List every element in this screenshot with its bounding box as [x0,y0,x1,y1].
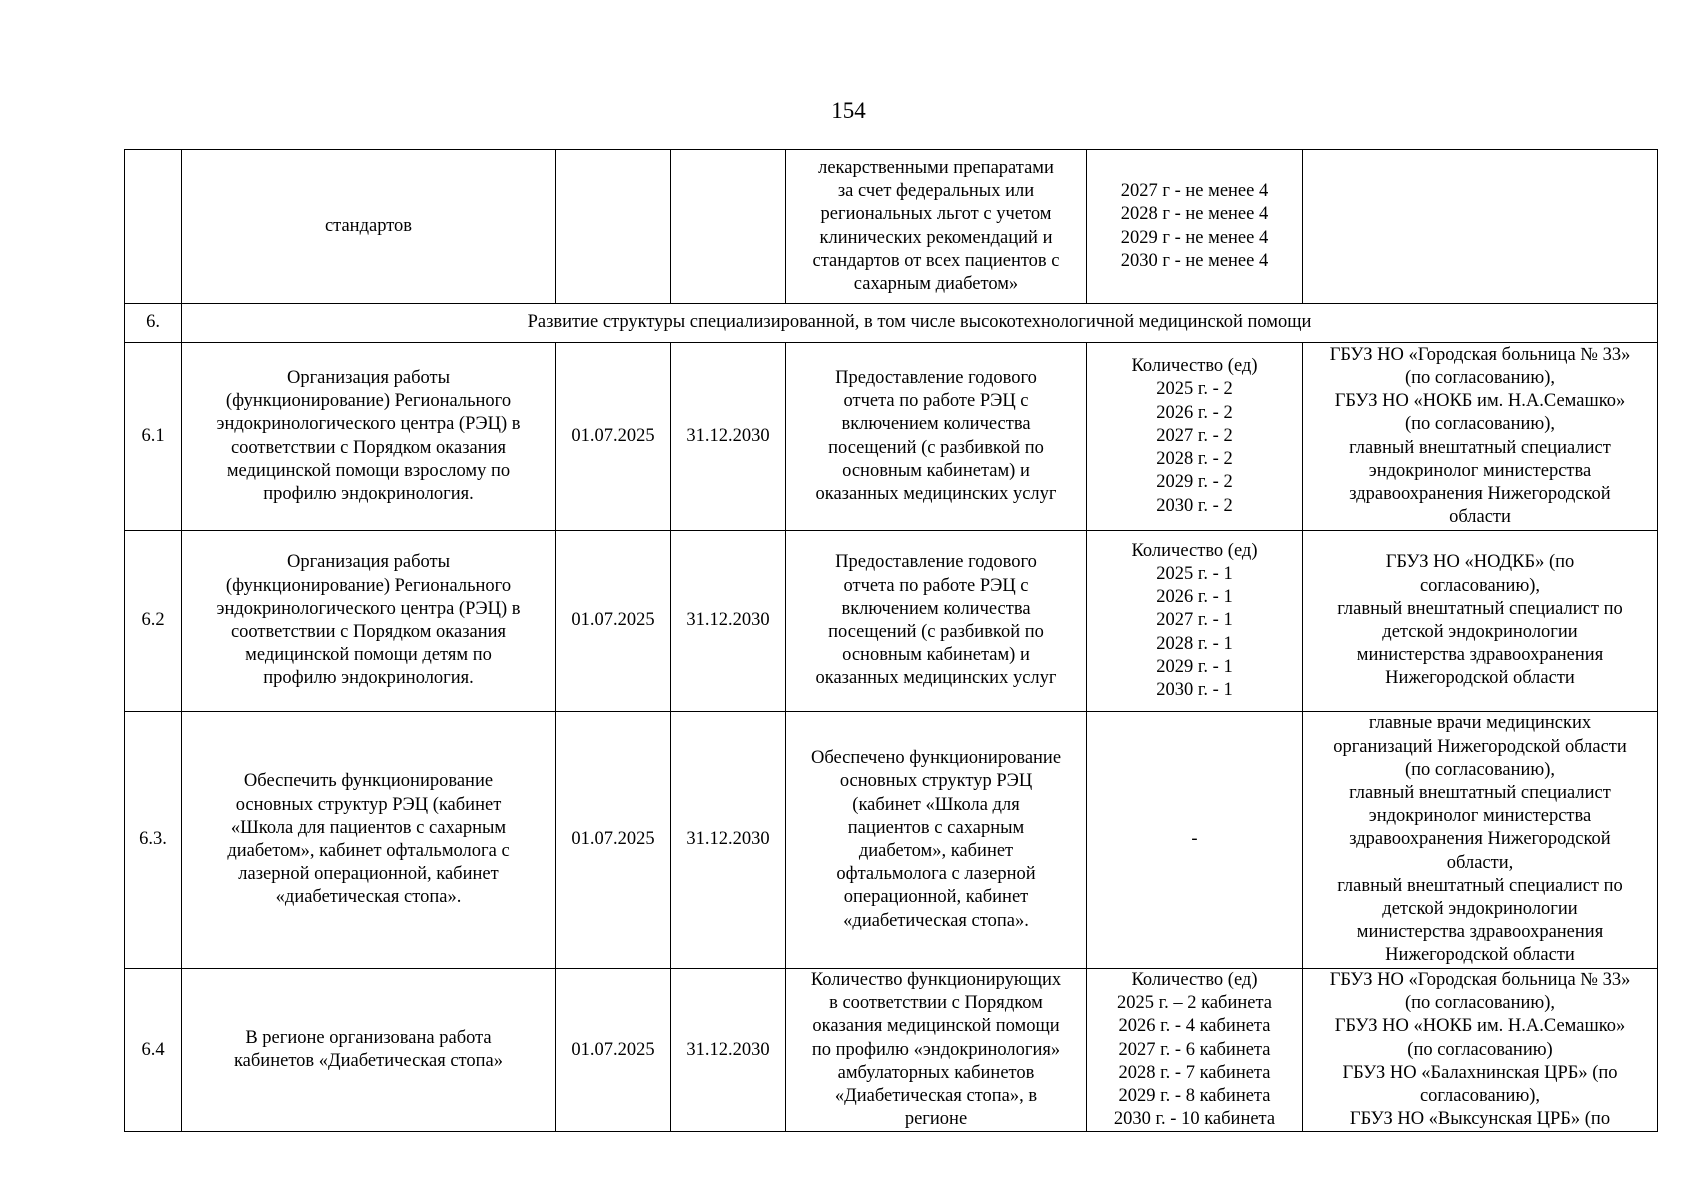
cell-end: 31.12.2030 [671,712,786,969]
text-line: включением количества [841,414,1031,435]
cell-start: 01.07.2025 [556,712,671,969]
section-title: Развитие структуры специализированной, в том числе высокотехнологичной медицинской помощи [182,304,1658,343]
section-row [125,304,1658,343]
text-line: главный внештатный специалист по [1337,598,1623,619]
text-line: профилю эндокринология. [263,668,474,689]
text-line: Количество (ед) [1131,540,1258,561]
text-line: Количество (ед) [1131,356,1258,377]
cell-start: 01.07.2025 [556,531,671,712]
text-line: 2026 г. - 2 [1156,402,1233,423]
cell-number: 6.4 [125,969,182,1132]
text-line: регионе [904,1109,968,1130]
text-line: 2030 г. - 10 кабинета [1113,1109,1276,1130]
text-line: Обеспечено функционирование [810,748,1062,769]
text-line: 2028 г - не менее 4 [1120,204,1269,225]
text-line: диабетом», кабинет [858,841,1014,861]
text-line: здравоохранения Нижегородской [1349,483,1611,504]
text-line: области, [1446,852,1514,873]
text-line: пациентов с сахарным [847,817,1025,838]
text-line: 2030 г. - 1 [1156,680,1233,700]
cell-responsible [1303,969,1658,1132]
text-line: основным кабинетам) и [842,645,1030,666]
text-line: соответствии с Порядком оказания [230,622,507,642]
text-line: детской эндокринологии [1382,622,1578,642]
cell-name [182,150,556,304]
cell-responsible [1303,343,1658,531]
cell-result [786,343,1087,531]
cell-name [182,712,556,969]
text-line: ГБУЗ НО «НОКБ им. Н.А.Семашко» [1334,1016,1626,1037]
text-line: эндокринологического центра (РЭЦ) в [216,598,521,619]
text-line: отчета по работе РЭЦ с [843,575,1029,596]
text-line: (кабинет «Школа для [852,794,1020,815]
text-line: «диабетическая стопа». [275,887,462,908]
text-line: медицинской помощи детям по [245,645,492,666]
cell-indicator [1087,531,1303,712]
text-line: главный внештатный специалист [1349,437,1611,458]
text-line: «Диабетическая стопа», в [834,1086,1038,1107]
text-line: диабетом», кабинет офтальмолога с [227,841,510,861]
cell-responsible [1303,150,1658,304]
text-line: Количество (ед) [1131,970,1258,990]
text-line: (по согласованию), [1404,414,1556,435]
text-line: амбулаторных кабинетов [837,1062,1035,1083]
text-line: посещений (с разбивкой по [828,622,1044,642]
cell-indicator [1087,150,1303,304]
text-line: (по согласованию), [1404,367,1556,388]
text-line: ГБУЗ НО «Балахнинская ЦРБ» (по [1342,1062,1618,1083]
text-line: Обеспечить функционирование [243,771,494,792]
text-line: стандартов от всех пациентов с [812,250,1060,271]
text-line: ГБУЗ НО «НОКБ им. Н.А.Семашко» [1334,391,1626,412]
text-line: медицинской помощи взрослому по [226,460,511,481]
text-line: 2029 г. - 2 [1156,472,1233,493]
page-number: 154 [831,98,866,123]
text-line: стандартов [324,215,413,236]
text-line: 2030 г. - 2 [1156,495,1233,516]
text-line: операционной, кабинет [843,887,1029,908]
text-line: офтальмолога с лазерной [836,864,1036,885]
text-line: согласованию), [1419,575,1541,596]
text-line: в соответствии с Порядком [829,993,1043,1014]
text-line: главный внештатный специалист по [1337,875,1623,896]
cell-number: 6.2 [125,531,182,712]
cell-indicator [1087,969,1303,1132]
text-line: Предоставление годового [835,367,1037,388]
text-line: Количество функционирующих [810,970,1062,990]
text-line: лазерной операционной, кабинет [238,864,499,885]
table-row [125,712,1658,969]
text-line: оказанных медицинских услуг [815,668,1057,689]
cell-start: 01.07.2025 [556,969,671,1132]
cell-start [556,150,671,304]
cell-name [182,343,556,531]
text-line: Нижегородской области [1385,945,1575,966]
text-line: (по согласованию) [1407,1039,1553,1060]
text-line: 2027 г - не менее 4 [1120,181,1269,202]
text-line: кабинетов «Диабетическая стопа» [233,1051,504,1072]
text-line: сахарным диабетом» [853,273,1019,294]
text-line: 2027 г. - 6 кабинета [1118,1039,1271,1060]
text-line: оказанных медицинских услуг [815,483,1057,504]
text-line: здравоохранения Нижегородской [1349,829,1611,850]
text-line: эндокринолог министерства [1368,460,1592,481]
text-line: 2025 г. - 1 [1156,563,1233,584]
text-line: министерства здравоохранения [1356,922,1604,943]
text-line: 2029 г - не менее 4 [1120,227,1269,248]
text-line: 2028 г. - 1 [1156,633,1233,654]
text-line: по профилю «эндокринология» [811,1039,1061,1060]
cell-result [786,712,1087,969]
text-line: согласованию), [1419,1086,1541,1107]
text-line: (функционирование) Регионального [225,575,512,596]
cell-indicator [1087,343,1303,531]
table-row [125,969,1658,1132]
text-line: основных структур РЭЦ (кабинет [235,794,502,815]
text-line: региональных льгот с учетом [820,204,1052,225]
section-number: 6. [125,304,182,343]
text-line: лекарственными препаратами [818,157,1054,178]
text-line: области [1449,507,1511,528]
table-row [125,531,1658,712]
cell-end: 31.12.2030 [671,969,786,1132]
text-line: главные врачи медицинских [1368,713,1592,734]
text-line: включением количества [841,598,1031,619]
plan-table [124,149,1658,1132]
text-line: соответствии с Порядком оказания [230,437,507,458]
text-line: клинических рекомендаций и [819,227,1053,248]
cell-name [182,531,556,712]
text-line: ГБУЗ НО «Выксунская ЦРБ» (по [1349,1109,1611,1130]
text-line: оказания медицинской помощи [812,1016,1060,1037]
text-line: Предоставление годового [835,552,1037,573]
text-line: организаций Нижегородской области [1333,736,1627,757]
text-line: детской эндокринологии [1382,899,1578,919]
cell-end [671,150,786,304]
text-line: профилю эндокринология. [263,483,474,504]
text-line: «Школа для пациентов с сахарным [230,817,507,838]
text-line: 2026 г. - 4 кабинета [1118,1016,1271,1037]
text-line: министерства здравоохранения [1356,645,1604,666]
text-line: 2028 г. - 2 [1156,449,1233,470]
cell-end: 31.12.2030 [671,531,786,712]
cell-end: 31.12.2030 [671,343,786,531]
text-line: 2027 г. - 1 [1156,610,1233,631]
table-row [125,343,1658,531]
text-line: 2027 г. - 2 [1156,425,1233,446]
table-row-continuation [125,150,1658,304]
text-line: Организация работы [286,552,451,573]
text-line: «диабетическая стопа». [843,910,1029,931]
cell-number: 6.1 [125,343,182,531]
text-line: (функционирование) Регионального [225,391,512,412]
text-line: В регионе организована работа [245,1028,492,1048]
text-line: 2029 г. - 1 [1156,656,1233,677]
text-line: посещений (с разбивкой по [828,437,1044,458]
cell-result [786,150,1087,304]
text-line: - [1191,829,1198,850]
text-line: Нижегородской области [1385,668,1575,689]
text-line: главный внештатный специалист [1349,782,1611,803]
text-line: ГБУЗ НО «Городская больница № 33» [1329,344,1631,365]
text-line: Организация работы [286,367,451,388]
text-line: отчета по работе РЭЦ с [843,391,1029,412]
text-line: основных структур РЭЦ [839,771,1033,792]
cell-name [182,969,556,1132]
cell-result [786,531,1087,712]
text-line: (по согласованию), [1404,993,1556,1014]
text-line: 2025 г. - 2 [1156,379,1233,400]
text-line: 2028 г. - 7 кабинета [1118,1062,1271,1083]
text-line: эндокринологического центра (РЭЦ) в [216,414,521,435]
cell-responsible [1303,712,1658,969]
text-line: 2026 г. - 1 [1156,587,1233,608]
cell-number: 6.3. [125,712,182,969]
cell-number [125,150,182,304]
text-line: за счет федеральных или [837,181,1035,202]
text-line: эндокринолог министерства [1368,806,1592,827]
cell-responsible [1303,531,1658,712]
cell-start: 01.07.2025 [556,343,671,531]
text-line: ГБУЗ НО «Городская больница № 33» [1329,970,1631,990]
text-line: 2030 г - не менее 4 [1120,250,1269,271]
text-line: (по согласованию), [1404,759,1556,780]
text-line: 2025 г. – 2 кабинета [1117,993,1272,1014]
cell-result [786,969,1087,1132]
text-line: 2029 г. - 8 кабинета [1118,1086,1271,1107]
cell-indicator [1087,712,1303,969]
text-line: основным кабинетам) и [842,460,1030,481]
text-line: ГБУЗ НО «НОДКБ» (по [1385,552,1575,573]
